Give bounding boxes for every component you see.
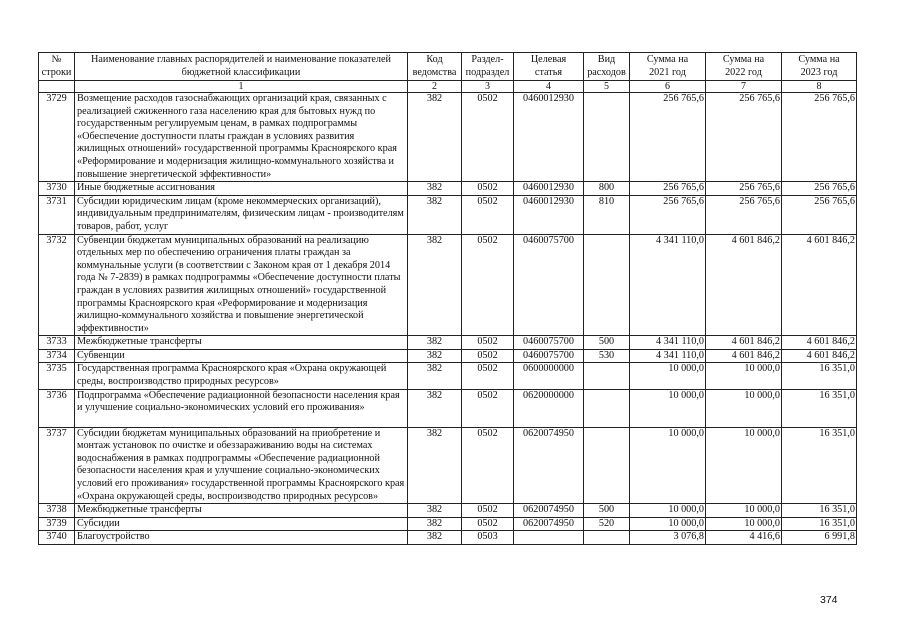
column-number-cell: 4 <box>514 81 584 93</box>
table-row <box>39 182 857 196</box>
amount-2023: 6 991,8 <box>782 531 857 545</box>
dept-code: 382 <box>408 389 462 427</box>
table-row <box>39 349 857 363</box>
amount-2022: 4 416,6 <box>706 531 782 545</box>
expense-type: 520 <box>584 517 630 531</box>
target-article: 0620000000 <box>514 389 584 427</box>
amount-2021: 10 000,0 <box>630 427 706 504</box>
row-number: 3740 <box>39 531 75 545</box>
target-article: 0460075700 <box>514 234 584 336</box>
amount-2022: 10 000,0 <box>706 363 782 389</box>
target-article <box>514 531 584 545</box>
header-cell: Наименование главных распорядителей и наименование показателей бюджетной классификации <box>75 53 408 81</box>
amount-2021: 4 341 110,0 <box>630 336 706 350</box>
amount-2023: 256 765,6 <box>782 182 857 196</box>
section-code: 0502 <box>462 182 514 196</box>
amount-2022: 256 765,6 <box>706 182 782 196</box>
expense-type <box>584 389 630 427</box>
row-number: 3734 <box>39 349 75 363</box>
section-code: 0502 <box>462 517 514 531</box>
section-code: 0502 <box>462 504 514 518</box>
header-cell: № строки <box>39 53 75 81</box>
amount-2022: 256 765,6 <box>706 195 782 234</box>
column-number-cell: 6 <box>630 81 706 93</box>
row-number: 3733 <box>39 336 75 350</box>
amount-2022: 4 601 846,2 <box>706 336 782 350</box>
section-code: 0502 <box>462 93 514 182</box>
target-article: 0620074950 <box>514 427 584 504</box>
table-row <box>39 531 857 545</box>
column-number-row <box>39 81 857 93</box>
dept-code: 382 <box>408 363 462 389</box>
target-article: 0460012930 <box>514 195 584 234</box>
header-cell: Код ведомства <box>408 53 462 81</box>
budget-table <box>38 52 857 545</box>
table-row <box>39 517 857 531</box>
amount-2022: 10 000,0 <box>706 517 782 531</box>
amount-2021: 3 076,8 <box>630 531 706 545</box>
header-cell: Сумма на 2023 год <box>782 53 857 81</box>
expense-type <box>584 363 630 389</box>
header-row <box>39 53 857 81</box>
row-name: Субсидии <box>75 517 408 531</box>
table-row <box>39 234 857 336</box>
header-cell: Сумма на 2022 год <box>706 53 782 81</box>
section-code: 0502 <box>462 234 514 336</box>
header-cell: Вид расходов <box>584 53 630 81</box>
table-row <box>39 195 857 234</box>
dept-code: 382 <box>408 182 462 196</box>
target-article: 0600000000 <box>514 363 584 389</box>
row-number: 3738 <box>39 504 75 518</box>
table-row <box>39 427 857 504</box>
amount-2023: 16 351,0 <box>782 363 857 389</box>
amount-2023: 4 601 846,2 <box>782 234 857 336</box>
dept-code: 382 <box>408 234 462 336</box>
table-row <box>39 363 857 389</box>
amount-2023: 16 351,0 <box>782 517 857 531</box>
amount-2021: 256 765,6 <box>630 93 706 182</box>
dept-code: 382 <box>408 504 462 518</box>
amount-2022: 4 601 846,2 <box>706 234 782 336</box>
column-number-cell: 3 <box>462 81 514 93</box>
amount-2022: 10 000,0 <box>706 504 782 518</box>
header-cell: Сумма на 2021 год <box>630 53 706 81</box>
amount-2023: 4 601 846,2 <box>782 336 857 350</box>
amount-2021: 10 000,0 <box>630 389 706 427</box>
dept-code: 382 <box>408 517 462 531</box>
amount-2022: 10 000,0 <box>706 427 782 504</box>
target-article: 0460012930 <box>514 182 584 196</box>
section-code: 0502 <box>462 349 514 363</box>
section-code: 0502 <box>462 195 514 234</box>
expense-type: 800 <box>584 182 630 196</box>
target-article: 0620074950 <box>514 517 584 531</box>
header-cell: Целевая статья <box>514 53 584 81</box>
expense-type: 810 <box>584 195 630 234</box>
target-article: 0620074950 <box>514 504 584 518</box>
row-number: 3736 <box>39 389 75 427</box>
row-number: 3739 <box>39 517 75 531</box>
amount-2023: 4 601 846,2 <box>782 349 857 363</box>
expense-type <box>584 531 630 545</box>
section-code: 0502 <box>462 427 514 504</box>
expense-type: 500 <box>584 504 630 518</box>
expense-type: 530 <box>584 349 630 363</box>
expense-type: 500 <box>584 336 630 350</box>
amount-2021: 256 765,6 <box>630 195 706 234</box>
row-name: Иные бюджетные ассигнования <box>75 182 408 196</box>
column-number-cell: 2 <box>408 81 462 93</box>
row-name: Возмещение расходов газоснабжающих организаций края, связанных с реализацией сжиженного газа населению края для бытовых нужд по государственным регулируемым ценам, в рамках подпрограммы «Обеспечение доступности платы граждан в условиях развития жилищных отношений» государственной программы Красноярского края «Реформирование и модернизация жилищно-коммунального хозяйства и повышение энергетической эффективности» <box>75 93 408 182</box>
page-number: 374 <box>820 594 838 606</box>
section-code: 0502 <box>462 363 514 389</box>
amount-2021: 256 765,6 <box>630 182 706 196</box>
amount-2021: 10 000,0 <box>630 363 706 389</box>
column-number-cell: 1 <box>75 81 408 93</box>
dept-code: 382 <box>408 195 462 234</box>
amount-2023: 256 765,6 <box>782 195 857 234</box>
row-name: Межбюджетные трансферты <box>75 336 408 350</box>
row-number: 3735 <box>39 363 75 389</box>
dept-code: 382 <box>408 349 462 363</box>
section-code: 0502 <box>462 389 514 427</box>
table-row <box>39 93 857 182</box>
amount-2022: 4 601 846,2 <box>706 349 782 363</box>
budget-document-sheet <box>38 52 856 545</box>
section-code: 0503 <box>462 531 514 545</box>
amount-2021: 4 341 110,0 <box>630 349 706 363</box>
table-row <box>39 504 857 518</box>
row-number: 3730 <box>39 182 75 196</box>
column-number-cell: 8 <box>782 81 857 93</box>
table-row <box>39 389 857 427</box>
dept-code: 382 <box>408 531 462 545</box>
section-code: 0502 <box>462 336 514 350</box>
row-number: 3732 <box>39 234 75 336</box>
target-article: 0460012930 <box>514 93 584 182</box>
table-row <box>39 336 857 350</box>
row-number: 3737 <box>39 427 75 504</box>
row-name: Государственная программа Красноярского края «Охрана окружающей среды, воспроизводство природных ресурсов» <box>75 363 408 389</box>
expense-type <box>584 234 630 336</box>
expense-type <box>584 93 630 182</box>
amount-2022: 10 000,0 <box>706 389 782 427</box>
expense-type <box>584 427 630 504</box>
row-name: Субвенции бюджетам муниципальных образований на реализацию отдельных мер по обеспечению ограничения платы граждан за коммунальные услуги (в соответствии с Законом края от 1 декабря 2014 года № 7-2839) в рамках подпрограммы «Обеспечение доступности платы граждан в условиях развития жилищных отношений» государственной программы Красноярского края «Реформирование и модернизация жилищно-коммунального хозяйства и повышение энергетической эффективности» <box>75 234 408 336</box>
target-article: 0460075700 <box>514 336 584 350</box>
column-number-cell <box>39 81 75 93</box>
amount-2021: 10 000,0 <box>630 517 706 531</box>
amount-2023: 16 351,0 <box>782 389 857 427</box>
amount-2021: 10 000,0 <box>630 504 706 518</box>
amount-2023: 16 351,0 <box>782 427 857 504</box>
row-number: 3731 <box>39 195 75 234</box>
dept-code: 382 <box>408 93 462 182</box>
row-name: Субсидии бюджетам муниципальных образований на приобретение и монтаж установок по очистке и обеззараживанию воды на системах водоснабжения в рамках подпрограммы «Обеспечение радиационной безопасности населения края и улучшение социально-экономических условий его проживания» государственной программы Красноярского края «Охрана окружающей среды, воспроизводство природных ресурсов» <box>75 427 408 504</box>
header-cell: Раздел- подраздел <box>462 53 514 81</box>
row-name: Субвенции <box>75 349 408 363</box>
column-number-cell: 7 <box>706 81 782 93</box>
column-number-cell: 5 <box>584 81 630 93</box>
row-number: 3729 <box>39 93 75 182</box>
dept-code: 382 <box>408 427 462 504</box>
dept-code: 382 <box>408 336 462 350</box>
amount-2023: 16 351,0 <box>782 504 857 518</box>
row-name: Субсидии юридическим лицам (кроме некоммерческих организаций), индивидуальным предпринимателям, физическим лицам - производителям товаров, работ, услуг <box>75 195 408 234</box>
row-name: Подпрограмма «Обеспечение радиационной безопасности населения края и улучшение социально-экономических условий его проживания» <box>75 389 408 427</box>
amount-2022: 256 765,6 <box>706 93 782 182</box>
row-name: Межбюджетные трансферты <box>75 504 408 518</box>
amount-2021: 4 341 110,0 <box>630 234 706 336</box>
target-article: 0460075700 <box>514 349 584 363</box>
amount-2023: 256 765,6 <box>782 93 857 182</box>
row-name: Благоустройство <box>75 531 408 545</box>
